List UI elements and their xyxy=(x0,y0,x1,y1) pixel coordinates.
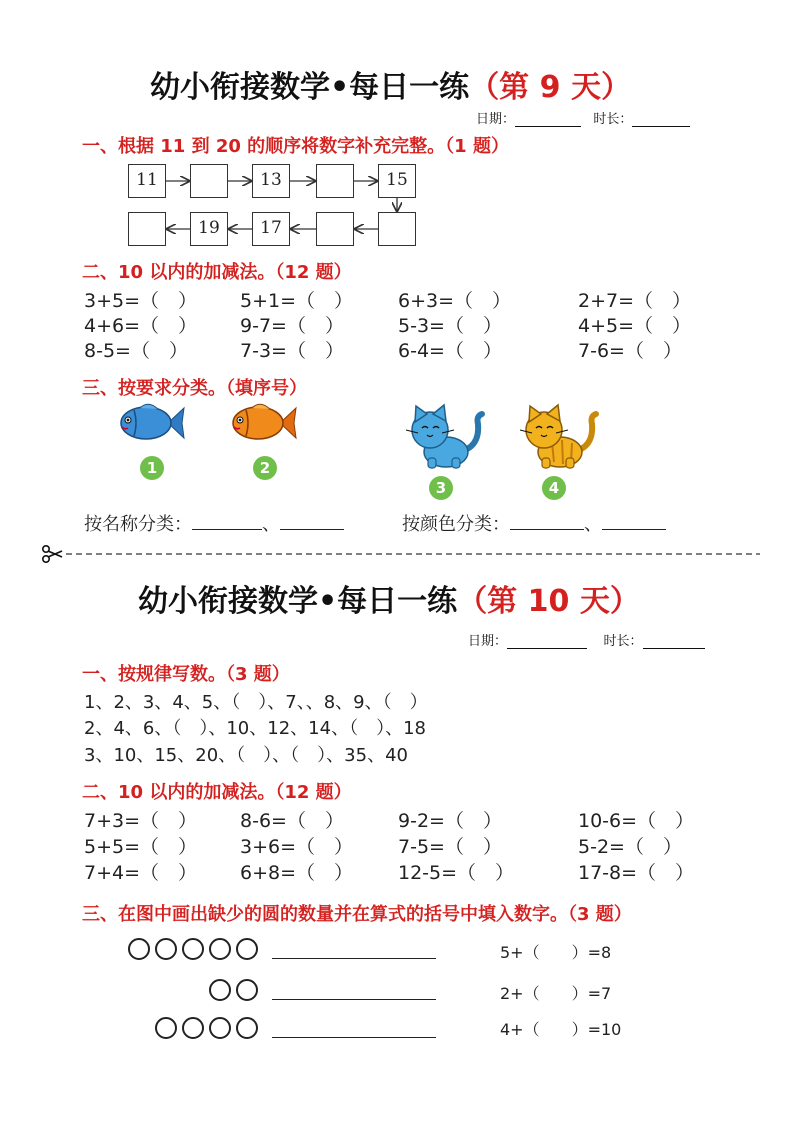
circle-shape xyxy=(209,938,231,960)
circle-shape xyxy=(236,938,258,960)
equation: 3+5=（ ） xyxy=(84,290,198,312)
classify-by-name xyxy=(84,510,344,536)
equation: 7+4=（ ） xyxy=(84,862,198,884)
equation: 9-2=（ ） xyxy=(398,810,502,832)
classify-by-color xyxy=(402,510,666,536)
picture-number-badge: 4 xyxy=(542,476,566,500)
equation: 6+8=（ ） xyxy=(240,862,354,884)
answer-blank[interactable] xyxy=(602,513,666,530)
equation: 6-4=（ ） xyxy=(398,340,502,362)
title-day: （第 10 天） xyxy=(457,584,640,619)
date-label: 日期： xyxy=(476,112,516,127)
equation: 3+6=（ ） xyxy=(240,836,354,858)
equation: 5+1=（ ） xyxy=(240,290,354,312)
cat-blue-icon xyxy=(402,400,486,472)
picture-number-badge: 3 xyxy=(429,476,453,500)
fish-orange-icon xyxy=(228,400,298,446)
equation: 5-3=（ ） xyxy=(398,315,502,337)
title-main: 幼小衔接数学•每日一练 xyxy=(150,70,470,105)
equation: 2+7=（ ） xyxy=(578,290,692,312)
formula: 2+（ ）=7 xyxy=(500,984,612,1003)
cut-line xyxy=(0,544,800,564)
cat-yellow-icon xyxy=(516,400,600,472)
section-heading: 三、按要求分类。（填序号） xyxy=(82,378,307,399)
date-field[interactable] xyxy=(507,636,587,649)
number-sequence: 2、4、6、（ ）、10、12、14、（ ）、18 xyxy=(84,718,426,739)
answer-blank[interactable] xyxy=(192,513,262,530)
equation: 5+5=（ ） xyxy=(84,836,198,858)
circle-shape xyxy=(155,938,177,960)
duration-label: 时长： xyxy=(593,112,633,127)
formula: 5+（ ）=8 xyxy=(500,943,612,962)
section-heading: 一、根据 11 到 20 的顺序将数字补充完整。（1 题） xyxy=(82,136,509,157)
number-box[interactable]: 11 xyxy=(128,164,166,198)
circle-shape xyxy=(236,1017,258,1039)
section-heading: 二、10 以内的加减法。（12 题） xyxy=(82,782,352,803)
section-heading: 二、10 以内的加减法。（12 题） xyxy=(82,262,352,283)
number-box[interactable]: 15 xyxy=(378,164,416,198)
number-box[interactable]: 13 xyxy=(252,164,290,198)
scissors-icon xyxy=(43,546,62,562)
circle-shape xyxy=(209,979,231,1001)
equation: 7-5=（ ） xyxy=(398,836,502,858)
title-day: （第 9 天） xyxy=(469,70,631,105)
equation: 8-5=（ ） xyxy=(84,340,188,362)
equation: 8-6=（ ） xyxy=(240,810,344,832)
circle-shape xyxy=(182,1017,204,1039)
page-title-day10 xyxy=(138,576,640,620)
drawing-answer-line[interactable] xyxy=(272,999,436,1000)
equation: 4+5=（ ） xyxy=(578,315,692,337)
answer-blank[interactable] xyxy=(280,513,344,530)
circle-shape xyxy=(182,938,204,960)
equation: 17-8=（ ） xyxy=(578,862,695,884)
equation: 4+6=（ ） xyxy=(84,315,198,337)
answer-blank[interactable] xyxy=(510,513,584,530)
number-box[interactable]: 17 xyxy=(252,212,290,246)
date-label: 日期： xyxy=(468,634,508,649)
equation: 7-3=（ ） xyxy=(240,340,344,362)
section-heading: 一、按规律写数。（3 题） xyxy=(82,664,290,685)
duration-label: 时长： xyxy=(603,634,643,649)
picture-number-badge: 1 xyxy=(140,456,164,480)
equation: 9-7=（ ） xyxy=(240,315,344,337)
classify-color-label: 按颜色分类： xyxy=(402,514,510,535)
equation: 10-6=（ ） xyxy=(578,810,695,832)
number-box[interactable]: 19 xyxy=(190,212,228,246)
separator: 、 xyxy=(584,514,602,535)
equation: 12-5=（ ） xyxy=(398,862,515,884)
equation: 7-6=（ ） xyxy=(578,340,682,362)
arrows-diagram xyxy=(0,0,800,260)
number-sequence: 1、2、3、4、5、（ ）、7、、8、9、（ ） xyxy=(84,692,428,713)
circle-shape xyxy=(155,1017,177,1039)
picture-number-badge: 2 xyxy=(253,456,277,480)
classify-name-label: 按名称分类： xyxy=(84,514,192,535)
separator: 、 xyxy=(262,514,280,535)
circle-shape xyxy=(209,1017,231,1039)
section-heading: 三、在图中画出缺少的圆的数量并在算式的括号中填入数字。（3 题） xyxy=(82,904,632,925)
drawing-answer-line[interactable] xyxy=(272,958,436,959)
circle-shape xyxy=(128,938,150,960)
date-duration-row xyxy=(468,630,705,649)
equation: 5-2=（ ） xyxy=(578,836,682,858)
number-sequence: 3、10、15、20、（ ）、（ ）、35、40 xyxy=(84,745,408,766)
duration-field[interactable] xyxy=(643,636,705,649)
formula: 4+（ ）=10 xyxy=(500,1020,622,1039)
drawing-answer-line[interactable] xyxy=(272,1037,436,1038)
equation: 7+3=（ ） xyxy=(84,810,198,832)
circle-shape xyxy=(236,979,258,1001)
fish-blue-icon xyxy=(116,400,186,446)
title-main: 幼小衔接数学•每日一练 xyxy=(138,584,458,619)
equation: 6+3=（ ） xyxy=(398,290,512,312)
